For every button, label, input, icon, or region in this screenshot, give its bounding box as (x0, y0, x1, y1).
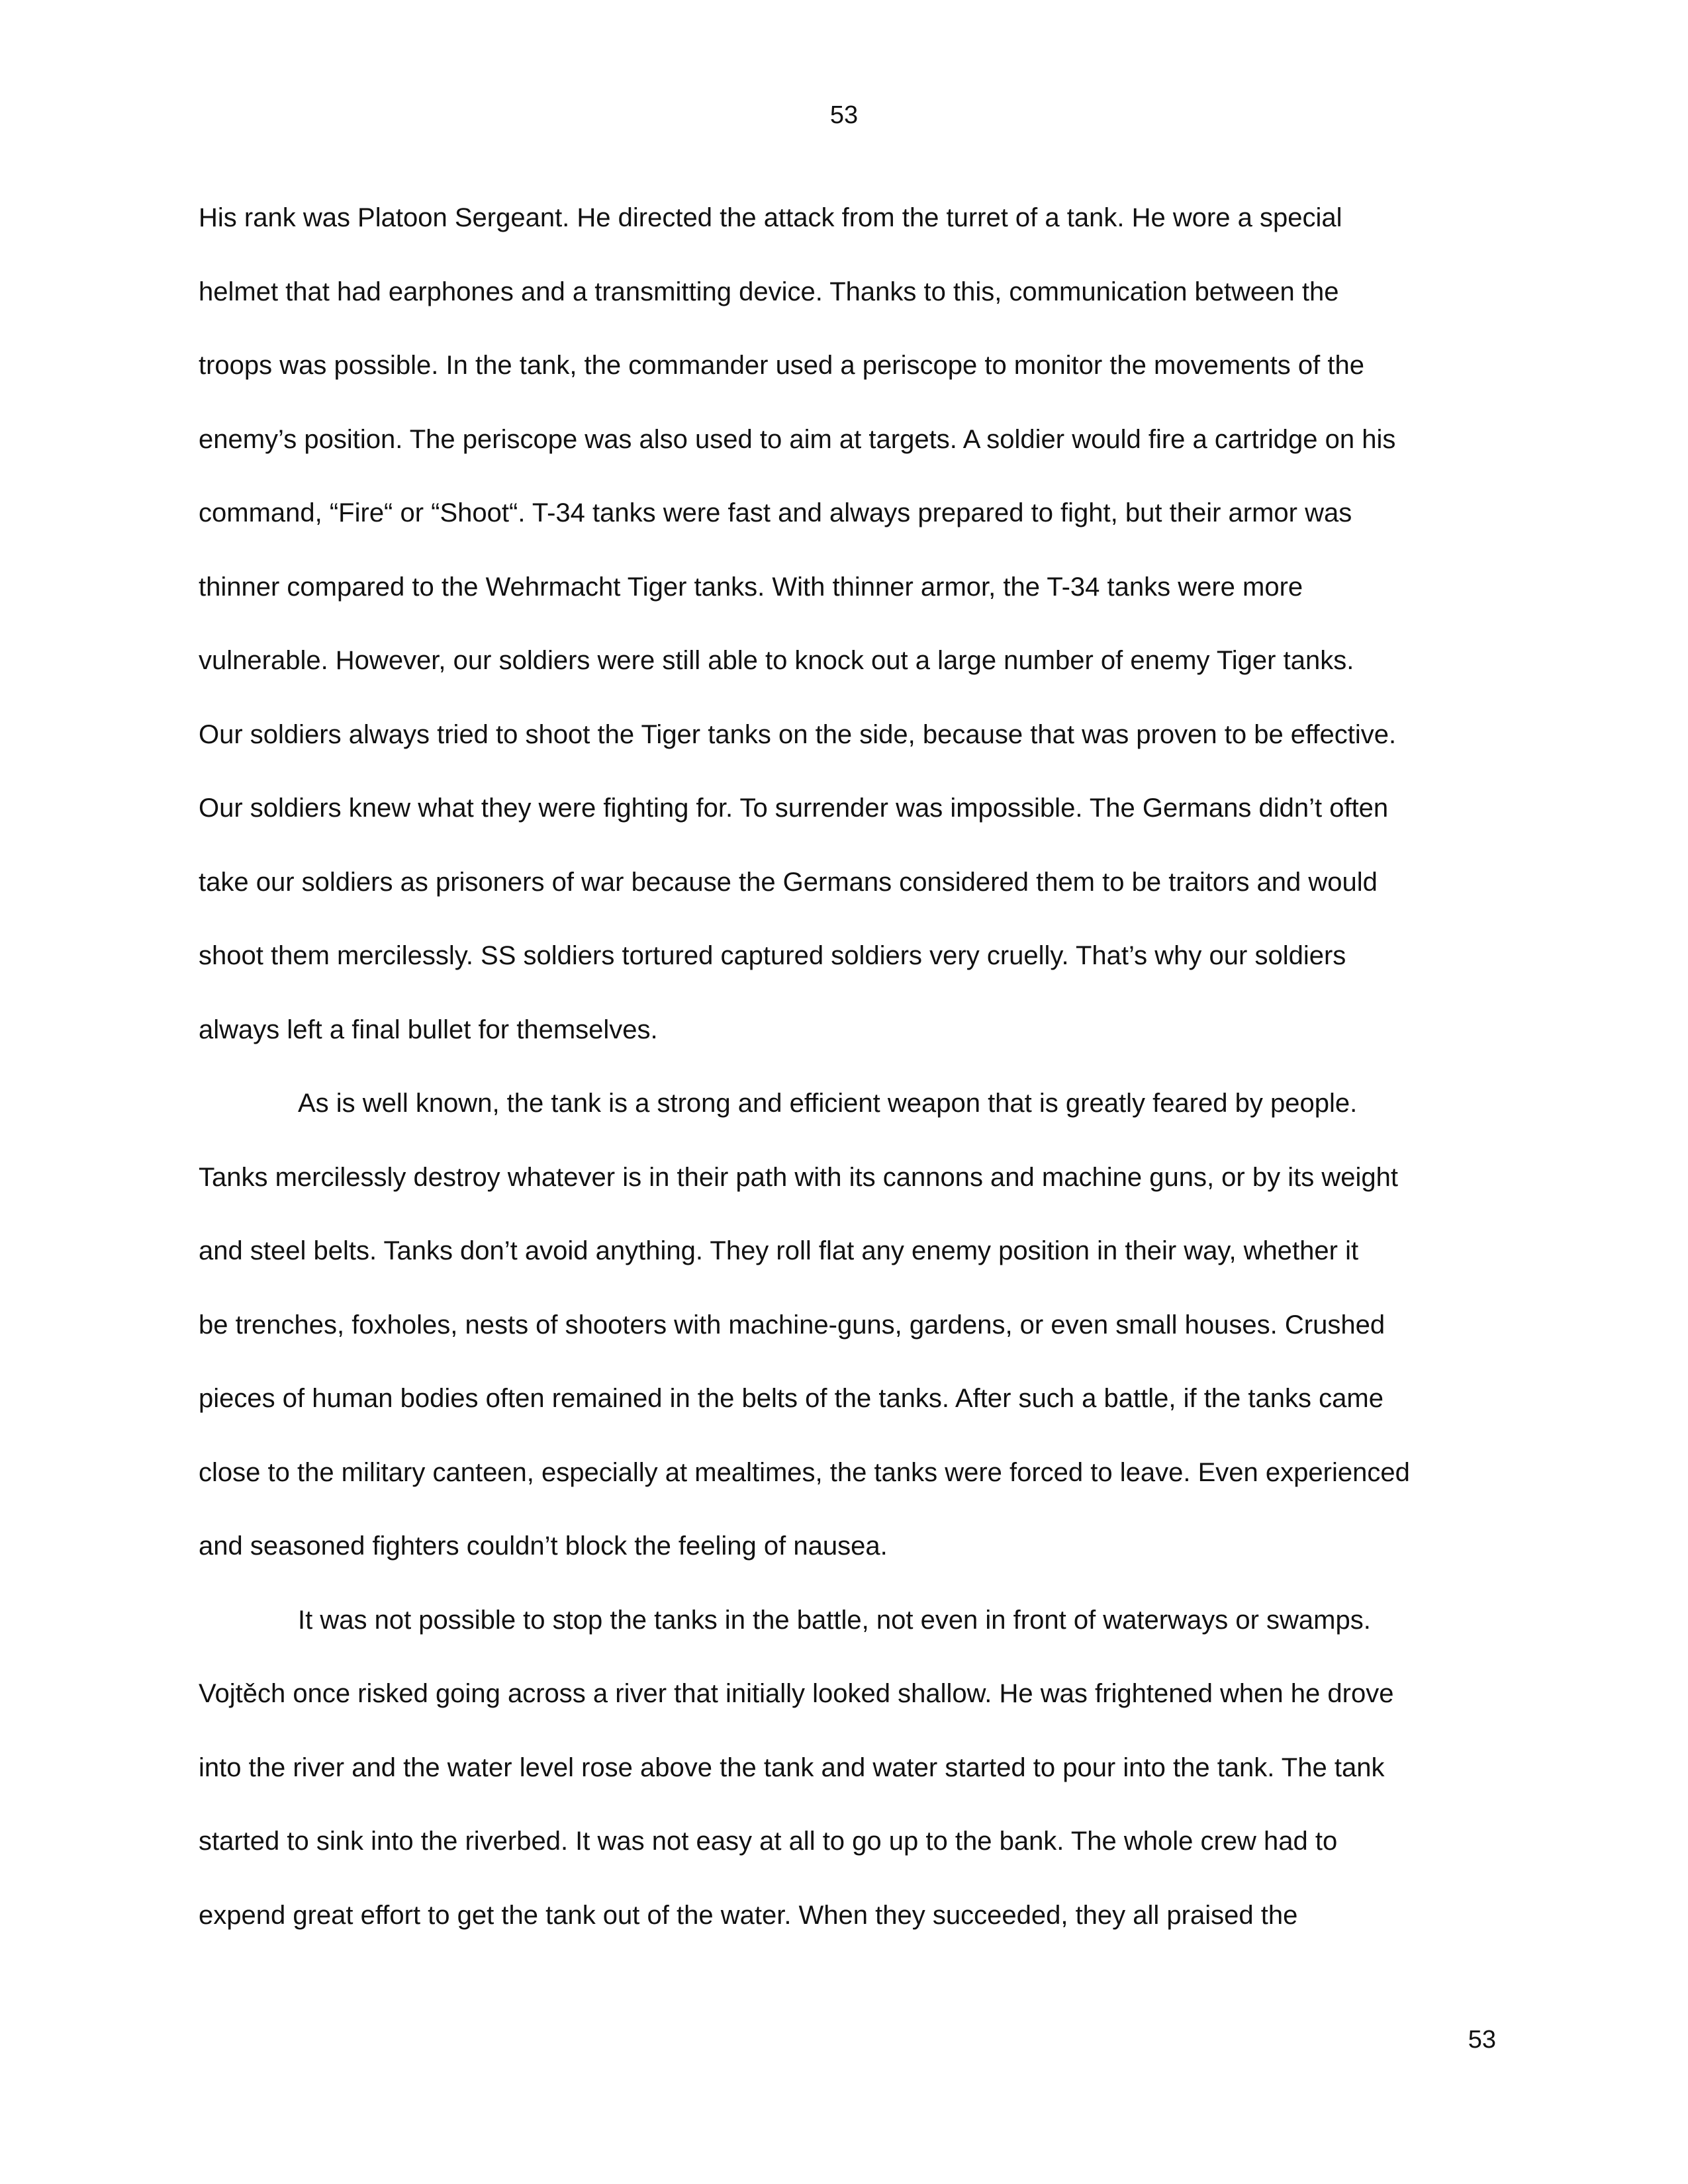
text-line: into the river and the water level rose above the tank and water started to pour into the tank. The tank (199, 1752, 1385, 1782)
text-line: and steel belts. Tanks don’t avoid anything. They roll flat any enemy position in their way, whether it (199, 1236, 1359, 1265)
text-line: close to the military canteen, especially at mealtimes, the tanks were forced to leave. Even experienced (199, 1457, 1410, 1487)
page-number-bottom: 53 (1468, 2026, 1496, 2054)
text-line: started to sink into the riverbed. It was not easy at all to go up to the bank. The whole crew had to (199, 1827, 1338, 1856)
text-line: Vojtěch once risked going across a river that initially looked shallow. He was frightened when he drove (199, 1679, 1394, 1708)
text-line: vulnerable. However, our soldiers were still able to knock out a large number of enemy Tiger tanks. (199, 646, 1354, 675)
text-line: Our soldiers knew what they were fighting for. To surrender was impossible. The Germans didn’t often (199, 794, 1389, 823)
text-line: and seasoned fighters couldn’t block the feeling of nausea. (199, 1531, 888, 1561)
text-line: pieces of human bodies often remained in the belts of the tanks. After such a battle, if the tanks came (199, 1384, 1383, 1413)
text-line: be trenches, foxholes, nests of shooters with machine-guns, gardens, or even small houses. Crushed (199, 1310, 1385, 1340)
text-line: Our soldiers always tried to shoot the Tiger tanks on the side, because that was proven to be effective. (199, 719, 1397, 749)
page-number-top: 53 (829, 101, 859, 129)
text-line: take our soldiers as prisoners of war because the Germans considered them to be traitors and would (199, 867, 1378, 897)
paragraph-first-line: As is well known, the tank is a strong and efficient weapon that is greatly feared by people. (298, 1089, 1358, 1118)
text-line: always left a final bullet for themselves. (199, 1015, 658, 1044)
body-text (199, 197, 1523, 1968)
text-line: His rank was Platoon Sergeant. He directed the attack from the turret of a tank. He wore a special (199, 203, 1342, 232)
text-line: helmet that had earphones and a transmitting device. Thanks to this, communication between the (199, 277, 1339, 306)
text-line: expend great effort to get the tank out of the water. When they succeeded, they all praised the (199, 1900, 1298, 1930)
text-line: Tanks mercilessly destroy whatever is in their path with its cannons and machine guns, or by its weight (199, 1162, 1398, 1192)
text-line: thinner compared to the Wehrmacht Tiger tanks. With thinner armor, the T-34 tanks were more (199, 572, 1303, 602)
text-line: command, “Fire“ or “Shoot“. T-34 tanks were fast and always prepared to fight, but their armor was (199, 498, 1352, 527)
text-line: shoot them mercilessly. SS soldiers tortured captured soldiers very cruelly. That’s why our soldiers (199, 941, 1346, 970)
paragraph-first-line: It was not possible to stop the tanks in the battle, not even in front of waterways or swamps. (298, 1605, 1371, 1635)
text-line: enemy’s position. The periscope was also used to aim at targets. A soldier would fire a cartridge on his (199, 424, 1396, 454)
text-line: troops was possible. In the tank, the commander used a periscope to monitor the movements of the (199, 351, 1364, 380)
